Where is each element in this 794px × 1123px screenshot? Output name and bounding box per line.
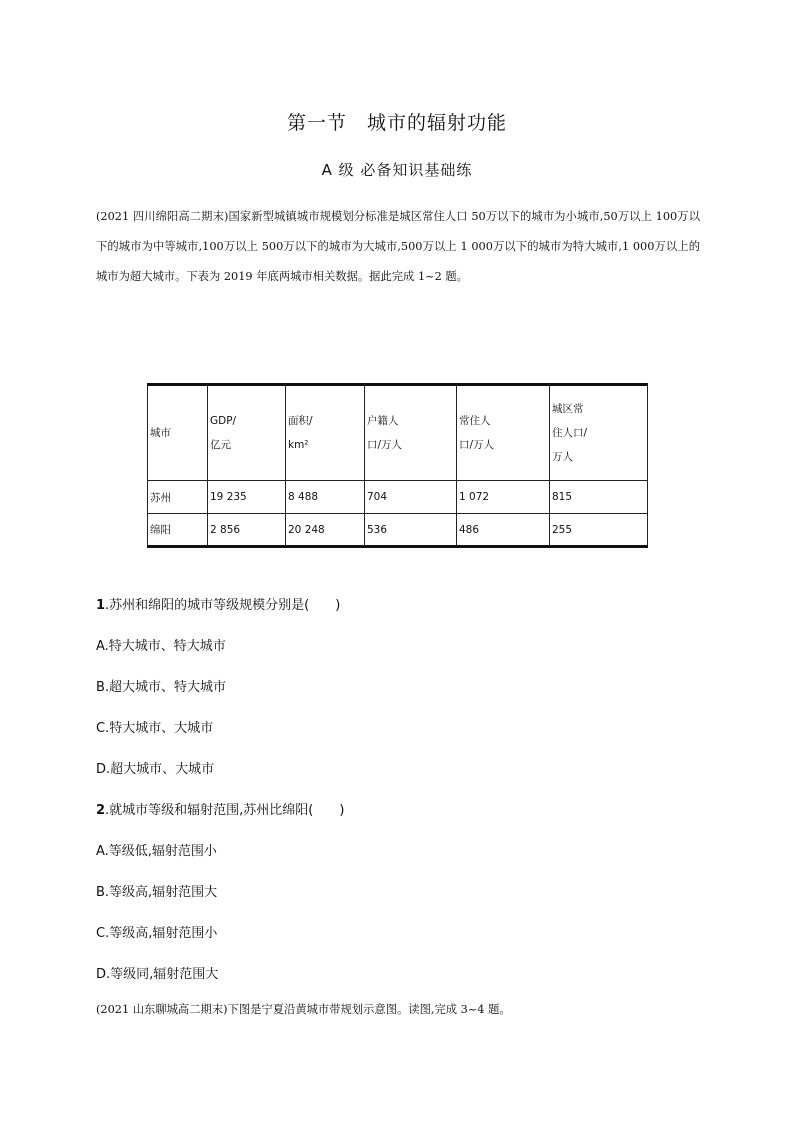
question-number: 2 <box>96 803 106 818</box>
question-2-option-b: B.等级高,辐射范围大 <box>96 885 218 900</box>
header-urban-resident-population: 城区常 住人口/ 万人 <box>550 385 648 481</box>
question-2-stem <box>96 799 344 818</box>
question-2-option-a: A.等级低,辐射范围小 <box>96 844 217 859</box>
question-1-option-b: B.超大城市、特大城市 <box>96 680 227 695</box>
table-cell: 8 488 <box>286 481 365 514</box>
question-text: .就城市等级和辐射范围,苏州比绵阳( ) <box>105 803 345 818</box>
question-text: .苏州和绵阳的城市等级规模分别是( ) <box>105 598 341 613</box>
table-cell: 704 <box>365 481 457 514</box>
question-number: 1 <box>96 598 106 613</box>
table-header-row <box>148 385 648 481</box>
city-data-table <box>147 383 648 548</box>
question-1-option-c: C.特大城市、大城市 <box>96 721 214 736</box>
header-resident-population: 常住人 口/万人 <box>457 385 550 481</box>
table-cell: 绵阳 <box>148 514 208 547</box>
outro-paragraph: (2021 山东聊城高二期末)下图是宁夏沿黄城市带规划示意图。读图,完成 3~4 题。 <box>96 1003 511 1016</box>
table-row <box>148 514 648 547</box>
table-cell: 苏州 <box>148 481 208 514</box>
header-city: 城市 <box>148 385 208 481</box>
section-title: A 级 必备知识基础练 <box>321 161 473 179</box>
question-1-stem <box>96 594 340 613</box>
question-1-option-a: A.特大城市、特大城市 <box>96 639 226 654</box>
header-registered-population: 户籍人 口/万人 <box>365 385 457 481</box>
table-cell: 19 235 <box>208 481 286 514</box>
intro-paragraph: (2021 四川绵阳高二期末)国家新型城镇城市规模划分标准是城区常住人口 50万以下的城市为小城市,50万以上 100万以下的城市为中等城市,100万以上 500万以下的城市为大城市,500万以上 1 000万以下的城市为特大城市,1 000万以上的城市为超大城市。下表为 2019 年底两城市相关数据。据此完成 1~2 题。 <box>96 210 700 283</box>
table-cell: 255 <box>550 514 648 547</box>
table-cell: 536 <box>365 514 457 547</box>
question-2-option-d: D.等级同,辐射范围大 <box>96 967 219 982</box>
table-cell: 2 856 <box>208 514 286 547</box>
question-1-option-d: D.超大城市、大城市 <box>96 762 215 777</box>
table-cell: 20 248 <box>286 514 365 547</box>
table-cell: 486 <box>457 514 550 547</box>
header-area: 面积/ km² <box>286 385 365 481</box>
table-row <box>148 481 648 514</box>
page-title: 第一节 城市的辐射功能 <box>286 112 507 134</box>
question-2-option-c: C.等级高,辐射范围小 <box>96 926 218 941</box>
table-cell: 1 072 <box>457 481 550 514</box>
table-cell: 815 <box>550 481 648 514</box>
header-gdp: GDP/ 亿元 <box>208 385 286 481</box>
